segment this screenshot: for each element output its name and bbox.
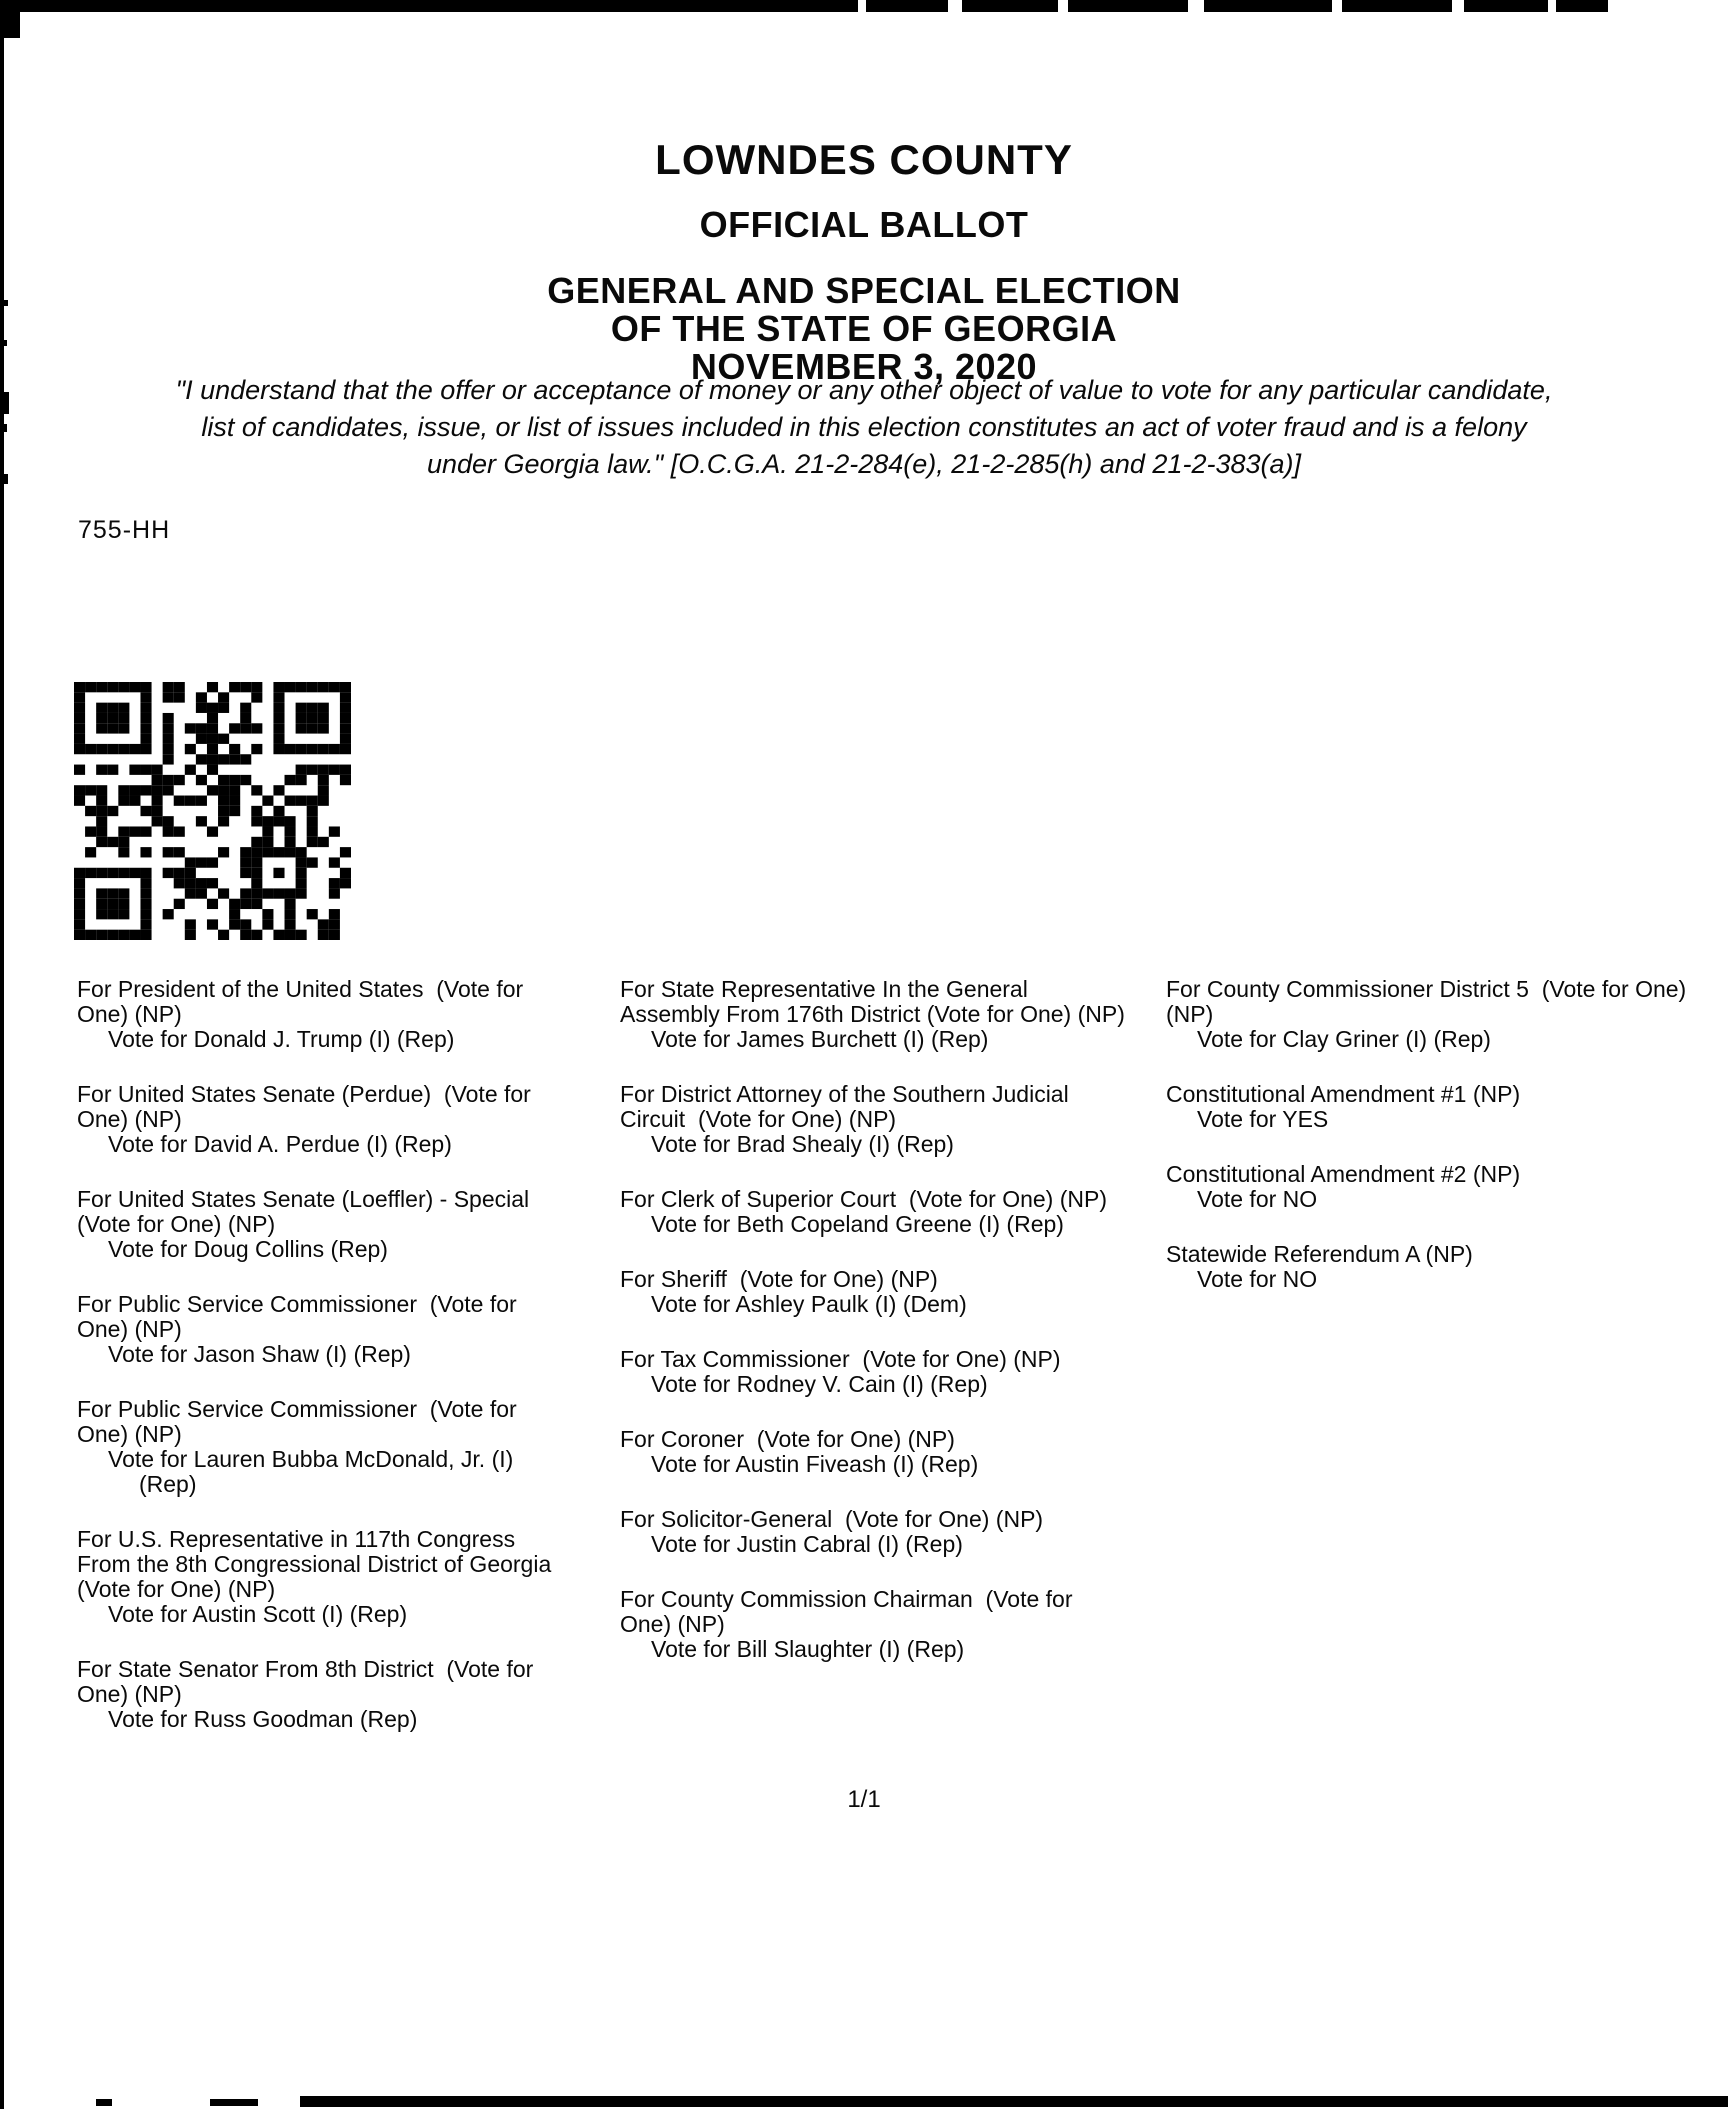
contest-vote: Vote for Austin Scott (I) (Rep)	[108, 1601, 408, 1627]
contest-block	[77, 1187, 574, 1262]
contest-block	[620, 1347, 1125, 1397]
contest-vote: Vote for Ashley Paulk (I) (Dem)	[651, 1291, 967, 1317]
contest-column-1	[77, 977, 574, 1762]
contest-block	[620, 1082, 1125, 1157]
contest-vote: Vote for Jason Shaw (I) (Rep)	[108, 1341, 411, 1367]
contest-title: For United States Senate (Perdue) (Vote for One) (NP)	[77, 1081, 538, 1132]
ballot-header	[0, 136, 1728, 386]
contest-vote: Vote for James Burchett (I) (Rep)	[651, 1026, 989, 1052]
election-title-line: OF THE STATE OF GEORGIA	[610, 308, 1118, 349]
election-title	[0, 272, 1728, 386]
scan-mark-corner	[2, 4, 20, 38]
scan-tick	[0, 474, 8, 484]
contest-vote: Vote for Rodney V. Cain (I) (Rep)	[651, 1371, 988, 1397]
contest-title: For President of the United States (Vote for One) (NP)	[77, 976, 530, 1027]
contest-vote: Vote for Beth Copeland Greene (I) (Rep)	[651, 1211, 1064, 1237]
county-title: LOWNDES COUNTY	[655, 136, 1073, 183]
contest-block	[620, 1587, 1125, 1662]
contest-block	[1166, 1242, 1722, 1292]
scan-mark-bottom	[300, 2096, 1728, 2107]
contest-title: For Tax Commissioner (Vote for One) (NP)	[620, 1346, 1061, 1372]
contest-block	[1166, 1082, 1722, 1132]
election-title-line: GENERAL AND SPECIAL ELECTION	[547, 270, 1181, 311]
voter-fraud-notice-line: "I understand that the offer or acceptance of money or any other object of value to vote for any particular candidate,	[175, 375, 1553, 405]
contest-block	[77, 977, 574, 1052]
voter-fraud-notice-line: under Georgia law." [O.C.G.A. 21-2-284(e), 21-2-285(h) and 21-2-383(a)]	[426, 449, 1302, 479]
contest-title: For United States Senate (Loeffler) - Special (Vote for One) (NP)	[77, 1186, 542, 1237]
contest-title: For Public Service Commissioner (Vote for One) (NP)	[77, 1291, 524, 1342]
scan-tick	[96, 2099, 112, 2106]
contest-block	[1166, 1162, 1722, 1212]
contest-vote: Vote for NO	[1197, 1186, 1318, 1212]
scan-tick	[0, 392, 9, 414]
contest-block	[620, 1187, 1125, 1237]
contest-block	[620, 1507, 1125, 1557]
contest-block	[1166, 977, 1722, 1052]
contest-vote: Vote for Doug Collins (Rep)	[108, 1236, 388, 1262]
contest-title: Statewide Referendum A (NP)	[1166, 1241, 1473, 1267]
qr-code	[74, 682, 351, 940]
contest-vote: Vote for Donald J. Trump (I) (Rep)	[108, 1026, 455, 1052]
contest-title: For Sheriff (Vote for One) (NP)	[620, 1266, 938, 1292]
contest-block	[77, 1292, 574, 1367]
contest-title: For County Commission Chairman (Vote for One) (NP)	[620, 1586, 1079, 1637]
contest-block	[620, 977, 1125, 1052]
contest-title: Constitutional Amendment #2 (NP)	[1166, 1161, 1521, 1187]
contest-title: For Solicitor-General (Vote for One) (NP)	[620, 1506, 1044, 1532]
contest-title: For Public Service Commissioner (Vote for One) (NP)	[77, 1396, 524, 1447]
contest-vote: Vote for Bill Slaughter (I) (Rep)	[651, 1636, 965, 1662]
contest-vote: Vote for Austin Fiveash (I) (Rep)	[651, 1451, 979, 1477]
contest-vote: Vote for David A. Perdue (I) (Rep)	[108, 1131, 452, 1157]
contest-block	[77, 1657, 574, 1732]
contest-block	[620, 1267, 1125, 1317]
voter-fraud-notice-line: list of candidates, issue, or list of issues included in this election constitutes an act of voter fraud and is a felony	[201, 412, 1527, 442]
contest-title: Constitutional Amendment #1 (NP)	[1166, 1081, 1521, 1107]
scan-tick	[0, 424, 7, 432]
contest-block	[77, 1397, 574, 1497]
scan-mark-top	[0, 0, 1608, 12]
contest-title: For State Representative In the General Assembly From 176th District (Vote for One) (NP)	[620, 976, 1125, 1027]
contest-vote: Vote for Brad Shealy (I) (Rep)	[651, 1131, 954, 1157]
contest-vote: Vote for NO	[1197, 1266, 1318, 1292]
contest-block	[77, 1527, 574, 1627]
contest-vote: Vote for Russ Goodman (Rep)	[108, 1706, 418, 1732]
contest-column-3	[1166, 977, 1722, 1322]
ballot-type-title: OFFICIAL BALLOT	[699, 204, 1029, 245]
election-title-line: NOVEMBER 3, 2020	[690, 346, 1038, 387]
contest-title: For County Commissioner District 5 (Vote for One) (NP)	[1166, 976, 1693, 1027]
precinct-code: 755-HH	[78, 516, 171, 544]
contest-column-2	[620, 977, 1125, 1692]
contest-vote: Vote for Justin Cabral (I) (Rep)	[651, 1531, 963, 1557]
contest-title: For Coroner (Vote for One) (NP)	[620, 1426, 955, 1452]
voter-fraud-notice	[64, 372, 1664, 483]
contest-block	[77, 1082, 574, 1157]
scan-tick	[210, 2099, 258, 2106]
contest-vote: Vote for Lauren Bubba McDonald, Jr. (I) (Rep)	[108, 1446, 520, 1497]
contest-title: For State Senator From 8th District (Vote for One) (NP)	[77, 1656, 540, 1707]
contest-vote: Vote for Clay Griner (I) (Rep)	[1197, 1026, 1491, 1052]
contest-block	[620, 1427, 1125, 1477]
page-number: 1/1	[847, 1786, 881, 1813]
contest-title: For District Attorney of the Southern Judicial Circuit (Vote for One) (NP)	[620, 1081, 1076, 1132]
contest-title: For U.S. Representative in 117th Congress From the 8th Congressional District of Georgia (Vote for One) (NP)	[77, 1526, 558, 1602]
contest-title: For Clerk of Superior Court (Vote for One) (NP)	[620, 1186, 1107, 1212]
contest-vote: Vote for YES	[1197, 1106, 1329, 1132]
